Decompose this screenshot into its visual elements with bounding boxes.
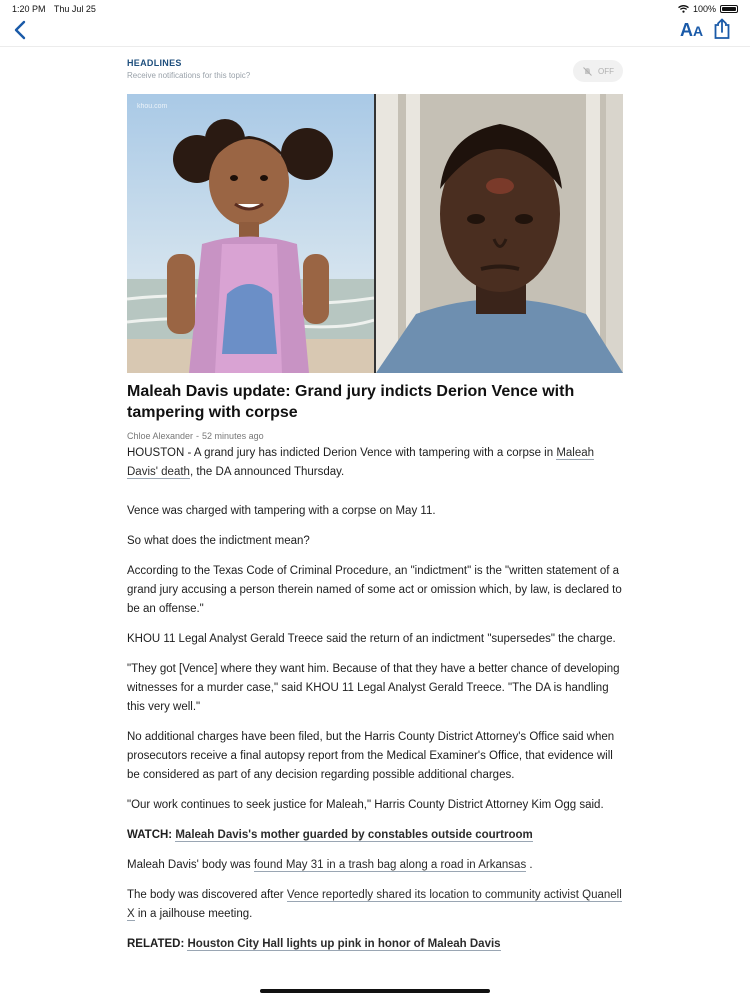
hero-photo-man bbox=[376, 94, 623, 373]
paragraph: "They got [Vence] where they want him. Because of that they have a better chance of developing witnesses for a murder case," said KHOU 11 Legal Analyst Gerald Treece. "The DA is handling this very well." bbox=[127, 663, 620, 713]
topic-label: HEADLINES bbox=[127, 58, 182, 68]
paragraph: According to the Texas Code of Criminal Procedure, an "indictment" is the "written statement of a grand jury accusing a person therein named of some act or omission which, by law, is declared to be an offense." bbox=[127, 565, 622, 615]
topic-bar bbox=[127, 58, 625, 92]
hero-image bbox=[127, 94, 623, 373]
paragraph bbox=[127, 886, 625, 924]
notification-toggle[interactable] bbox=[573, 60, 623, 82]
byline-separator: - bbox=[196, 431, 200, 441]
paragraph: Vence was charged with tampering with a corpse on May 11. bbox=[127, 505, 436, 517]
share-icon[interactable] bbox=[712, 18, 732, 40]
home-indicator[interactable] bbox=[260, 989, 490, 993]
related-prefix: RELATED: bbox=[127, 938, 188, 950]
related-link[interactable]: Houston City Hall lights up pink in honor of Maleah Davis bbox=[187, 938, 501, 950]
status-time: 1:20 PM bbox=[12, 4, 46, 14]
status-bar bbox=[0, 0, 750, 16]
muted-bell-icon bbox=[582, 66, 593, 77]
battery-percent: 100% bbox=[692, 4, 716, 14]
notification-toggle-label: OFF bbox=[598, 66, 614, 76]
body-found-link[interactable]: found May 31 in a trash bag along a road in Arkansas bbox=[253, 859, 527, 871]
paragraph bbox=[127, 856, 625, 875]
text-size-button[interactable]: AA bbox=[680, 20, 704, 40]
hero-photo-child bbox=[127, 94, 374, 373]
maleah-davis-death-link[interactable]: Maleah Davis' death bbox=[127, 447, 595, 478]
paragraph-text: The body was discovered after bbox=[127, 889, 287, 901]
paragraph-text: Maleah Davis' body was bbox=[127, 859, 254, 871]
watch-prefix: WATCH: bbox=[127, 829, 176, 841]
status-date: Thu Jul 25 bbox=[53, 4, 96, 14]
related-paragraph bbox=[127, 935, 625, 954]
paragraph-text: in a jailhouse meeting. bbox=[134, 908, 253, 920]
paragraph-text: HOUSTON - A grand jury has indicted Derion Vence with tampering with a corpse in bbox=[127, 447, 557, 459]
author-name: Chloe Alexander bbox=[127, 431, 194, 441]
paragraph-text: , the DA announced Thursday. bbox=[189, 466, 345, 478]
paragraph: KHOU 11 Legal Analyst Gerald Treece said the return of an indictment "supersedes" the charge. bbox=[127, 633, 616, 645]
article-content bbox=[127, 58, 625, 954]
topic-prompt: Receive notifications for this topic? bbox=[127, 71, 251, 80]
byline bbox=[127, 431, 625, 441]
wifi-icon bbox=[678, 5, 689, 13]
paragraph: "Our work continues to seek justice for Maleah," Harris County District Attorney Kim Ogg said. bbox=[127, 799, 604, 811]
quanell-x-link[interactable]: Vence reportedly shared its location to community activist Quanell X bbox=[127, 889, 622, 920]
article-title: Maleah Davis update: Grand jury indicts Derion Vence with tampering with corpse bbox=[127, 383, 575, 421]
battery-icon bbox=[720, 5, 738, 13]
watch-link[interactable]: Maleah Davis's mother guarded by constables outside courtroom bbox=[175, 829, 533, 841]
publish-time: 52 minutes ago bbox=[202, 431, 264, 441]
paragraph-text: . bbox=[526, 859, 533, 871]
back-chevron-icon[interactable] bbox=[10, 18, 32, 42]
hero-watermark: khou.com bbox=[137, 103, 168, 110]
watch-paragraph bbox=[127, 826, 625, 845]
paragraph: No additional charges have been filed, but the Harris County District Attorney's Office said when prosecutors receive a final autopsy report from the Medical Examiner's Office, that evidence will be considered as part of any decision regarding possible additional charges. bbox=[127, 731, 615, 781]
paragraph: So what does the indictment mean? bbox=[127, 535, 310, 547]
paragraph bbox=[127, 444, 625, 482]
nav-bar bbox=[0, 16, 750, 47]
